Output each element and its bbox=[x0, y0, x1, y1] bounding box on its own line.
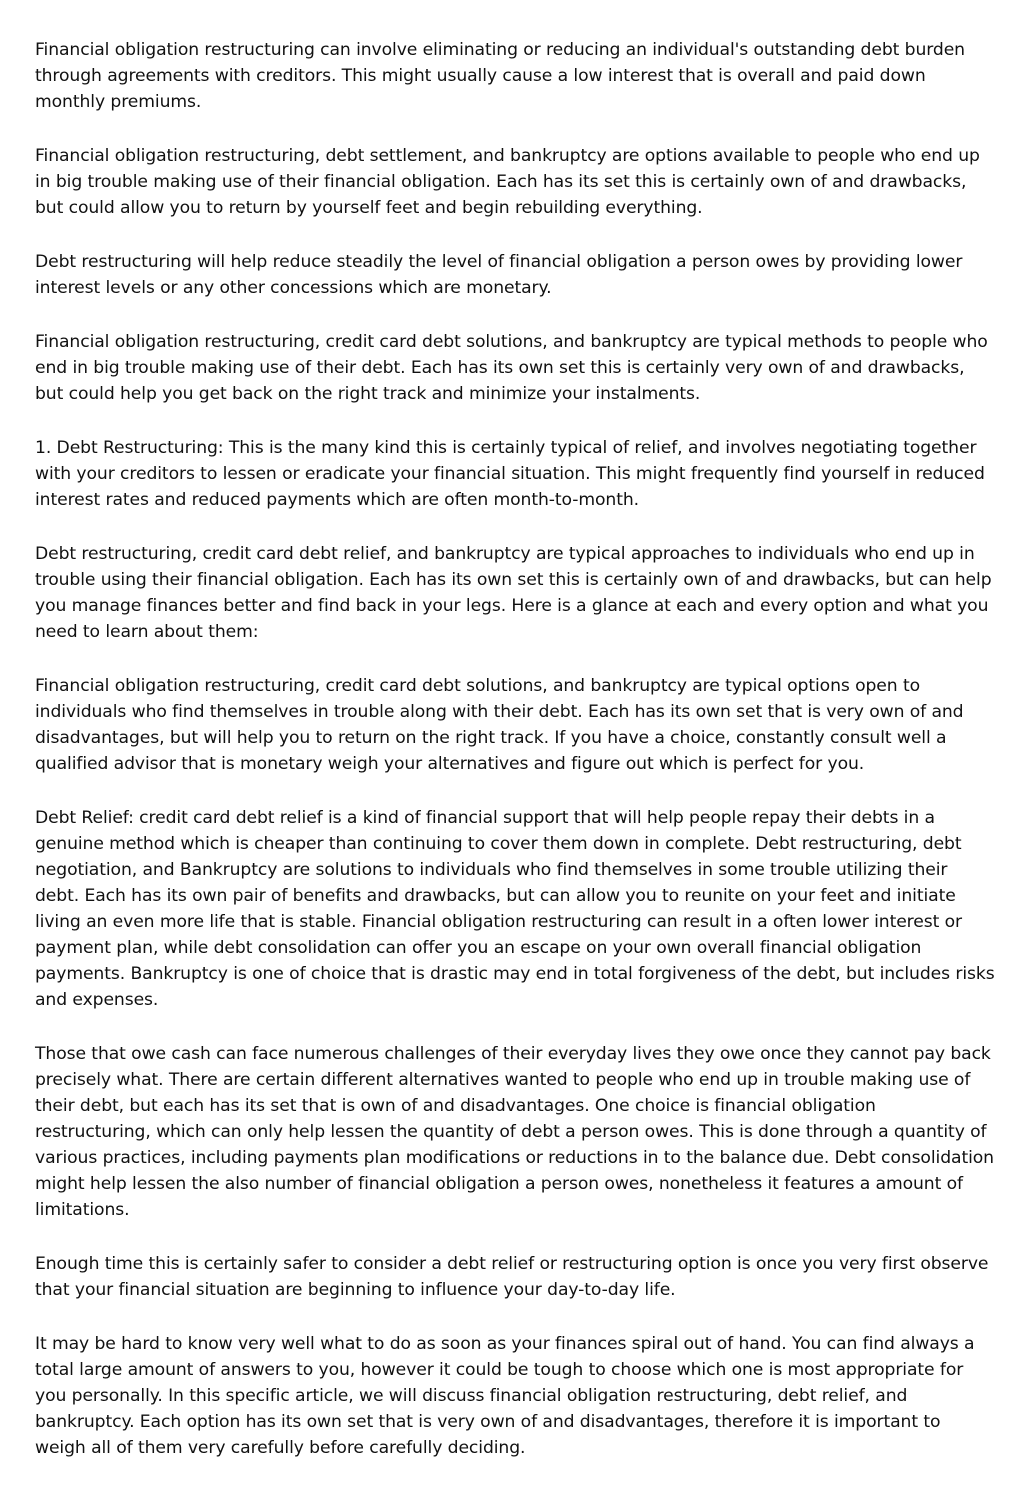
paragraph-1: Financial obligation restructuring can involve eliminating or reducing an individual's outstanding debt burden through agreements with creditors. This might usually cause a low interest that is overall and paid down monthly premiums. bbox=[35, 40, 965, 112]
paragraph-6: Debt restructuring, credit card debt relief, and bankruptcy are typical approaches to individuals who end up in trouble using their financial obligation. Each has its own set this is certainly own of and drawbacks, but can help you manage finances better and find back in your legs. Here is a glance at each and every option and what you need to learn about them: bbox=[35, 544, 992, 642]
paragraph-2: Financial obligation restructuring, debt settlement, and bankruptcy are options available to people who end up in big trouble making use of their financial obligation. Each has its set this is certainly own of and drawbacks, but could allow you to return by yourself feet and begin rebuilding everything. bbox=[35, 146, 980, 218]
paragraph-8: Debt Relief: credit card debt relief is a kind of financial support that will help people repay their debts in a genuine method which is cheaper than continuing to cover them down in complete. Debt restructuring, debt negotiation, and Bankruptcy are solutions to individuals who find themselves in some trouble utilizing their debt. Each has its own pair of benefits and drawbacks, but can allow you to reunite on your feet and initiate living an even more life that is stable. Financial obligation restructuring can result in a often lower interest or payment plan, while debt consolidation can offer you an escape on your own overall financial obligation payments. Bankruptcy is one of choice that is drastic may end in total forgiveness of the debt, but includes risks and expenses. bbox=[35, 808, 995, 1010]
document-body bbox=[35, 37, 995, 1489]
paragraph-11: It may be hard to know very well what to do as soon as your finances spiral out of hand. You can find always a total large amount of answers to you, however it could be tough to choose which one is most appropriate for you personally. In this specific article, we will discuss financial obligation restructuring, debt relief, and bankruptcy. Each option has its own set that is very own of and disadvantages, therefore it is important to weigh all of them very carefully before carefully deciding. bbox=[35, 1334, 975, 1458]
paragraph-7: Financial obligation restructuring, credit card debt solutions, and bankruptcy are typical options open to individuals who find themselves in trouble along with their debt. Each has its own set that is very own of and disadvantages, but will help you to return on the right track. If you have a choice, constantly consult well a qualified advisor that is monetary weigh your alternatives and figure out which is perfect for you. bbox=[35, 676, 964, 774]
paragraph-3: Debt restructuring will help reduce steadily the level of financial obligation a person owes by providing lower interest levels or any other concessions which are monetary. bbox=[35, 252, 963, 298]
paragraph-10: Enough time this is certainly safer to consider a debt relief or restructuring option is once you very first observe that your financial situation are beginning to influence your day-to-day life. bbox=[35, 1254, 989, 1300]
paragraph-9: Those that owe cash can face numerous challenges of their everyday lives they owe once they cannot pay back precisely what. There are certain different alternatives wanted to people who end up in trouble making use of their debt, but each has its set that is own of and disadvantages. One choice is financial obligation restructuring, which can only help lessen the quantity of debt a person owes. This is done through a quantity of various practices, including payments plan modifications or reductions in to the balance due. Debt consolidation might help lessen the also number of financial obligation a person owes, nonetheless it features a amount of limitations. bbox=[35, 1044, 994, 1220]
paragraph-5: 1. Debt Restructuring: This is the many kind this is certainly typical of relief, and involves negotiating together with your creditors to lessen or eradicate your financial situation. This might frequently find yourself in reduced interest rates and reduced payments which are often month-to-month. bbox=[35, 438, 985, 510]
paragraph-4: Financial obligation restructuring, credit card debt solutions, and bankruptcy are typical methods to people who end in big trouble making use of their debt. Each has its own set this is certainly very own of and drawbacks, but could help you get back on the right track and minimize your instalments. bbox=[35, 332, 988, 404]
